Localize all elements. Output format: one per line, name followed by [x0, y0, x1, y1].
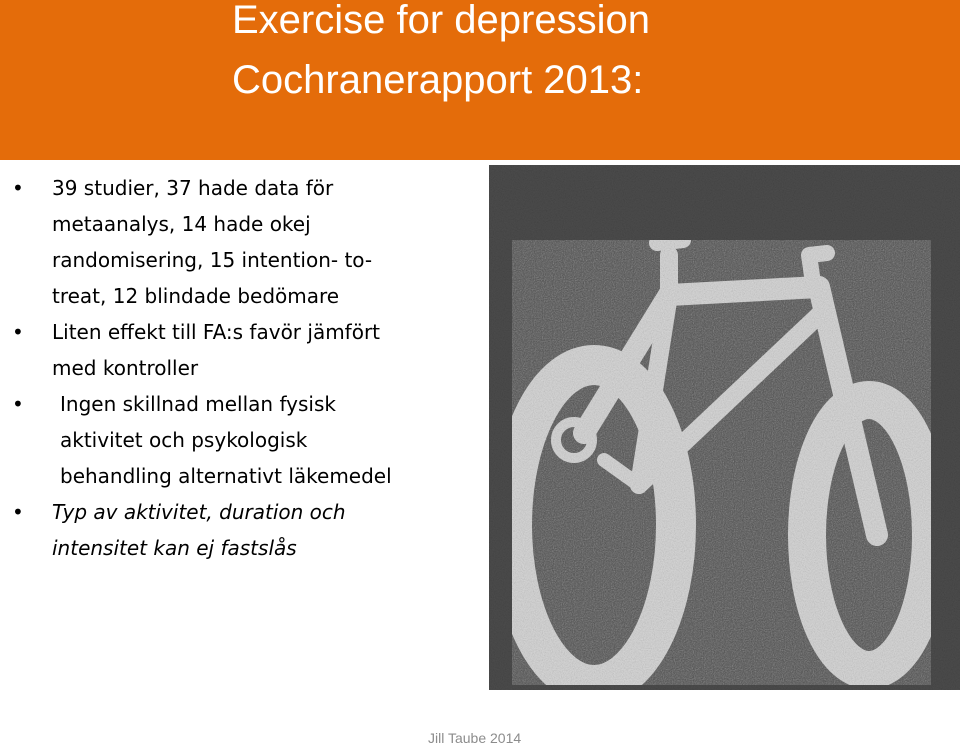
bicycle-icon: [489, 165, 960, 690]
bullet-text: • 39 studier, 37 hade data för metaanalys, 14 hade okej randomisering, 15 intention- to- treat, 12 blindade bedömare: [52, 176, 373, 308]
title-bar: [0, 0, 960, 160]
bullet-text: • Liten effekt till FA:s favör jämfört med kontroller: [52, 320, 381, 380]
bullet-item-effect: [0, 314, 480, 386]
bullet-text: • Typ av aktivitet, duration och intensitet kan ej fastslås: [52, 500, 346, 560]
bullet-list: [0, 170, 480, 566]
footer-author: Jill Taube 2014: [428, 730, 522, 746]
bicycle-road-marking-photo: [489, 165, 960, 690]
bullet-item-no-difference: [0, 386, 480, 494]
bullet-text: • Ingen skillnad mellan fysisk aktivitet och psykologisk behandling alternativt läkemedel: [60, 392, 392, 488]
slide-title-line-2: Cochranerapport 2013:: [232, 58, 644, 102]
slide-title-line-1: Exercise for depression: [232, 0, 650, 42]
bullet-item-studies: [0, 170, 480, 314]
bullet-item-activity-type: [0, 494, 480, 566]
